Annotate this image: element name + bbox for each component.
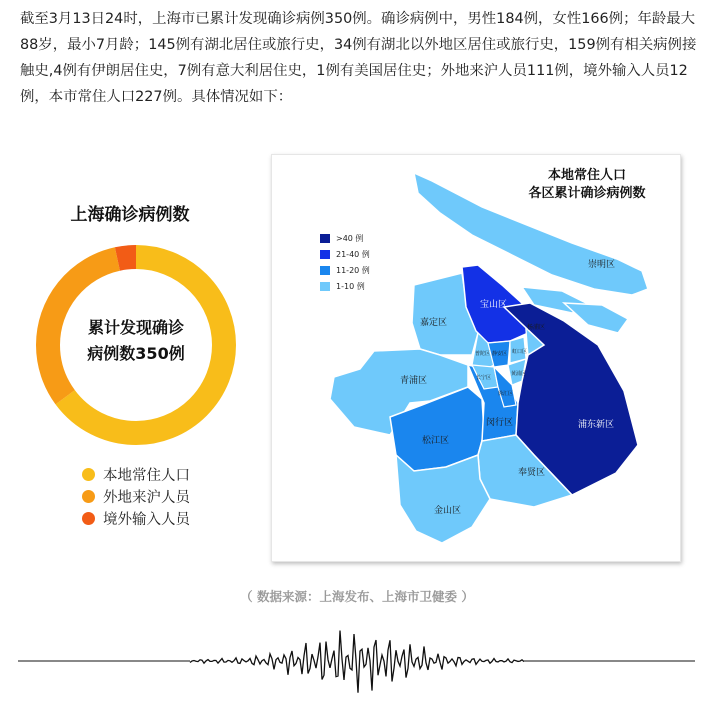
legend-dot-other: [82, 490, 95, 503]
map-legend-swatch-gt40: [320, 234, 330, 243]
donut-center-line2: 病例数350例: [87, 344, 185, 363]
donut-center-label: [61, 315, 211, 367]
label-xuhui: 徐汇区: [498, 391, 514, 397]
map-legend-label-gt40: >40 例: [336, 233, 364, 243]
district-map-panel: [271, 154, 681, 562]
label-pudong: 浦东新区: [578, 420, 615, 430]
map-legend-label-1-10: 1-10 例: [336, 281, 365, 291]
map-title: [512, 167, 662, 203]
decorative-waveform-divider: [0, 620, 714, 700]
map-legend-item-1-10: [320, 278, 370, 294]
legend-label-foreign: 境外输入人员: [103, 511, 190, 528]
label-jinshan: 金山区: [434, 506, 462, 516]
donut-center-line1: 累计发现确诊: [87, 318, 184, 337]
map-legend-swatch-21-40: [320, 250, 330, 259]
label-songjiang: 松江区: [422, 436, 450, 446]
legend-item-local: [82, 463, 190, 485]
label-changning: 长宁区: [476, 375, 492, 381]
label-jiading: 嘉定区: [420, 318, 448, 328]
map-legend-item-11-20: [320, 262, 370, 278]
label-yangpu: 杨浦区: [527, 324, 546, 331]
donut-chart-title: 上海确诊病例数: [70, 205, 190, 225]
label-huangpu: 黄浦区: [511, 371, 527, 377]
label-chongming: 崇明区: [588, 260, 616, 270]
legend-dot-foreign: [82, 512, 95, 525]
map-legend-swatch-1-10: [320, 282, 330, 291]
label-baoshan: 宝山区: [480, 300, 508, 310]
label-putuo: 普陀区: [475, 351, 491, 357]
map-legend-label-11-20: 11-20 例: [336, 265, 370, 275]
label-jingan: 静安区: [492, 351, 508, 357]
legend-item-other: [82, 485, 190, 507]
label-minhang: 闵行区: [486, 418, 514, 428]
map-legend-label-21-40: 21-40 例: [336, 249, 370, 259]
map-legend-swatch-11-20: [320, 266, 330, 275]
map-legend-item-21-40: [320, 246, 370, 262]
legend-dot-local: [82, 468, 95, 481]
donut-legend: [82, 463, 190, 529]
district-jinshan: [396, 455, 490, 543]
legend-label-other: 外地来沪人员: [103, 489, 190, 506]
map-title-line1: 本地常住人口: [547, 168, 626, 183]
legend-item-foreign: [82, 507, 190, 529]
legend-label-local: 本地常住人口: [103, 467, 190, 484]
waveform-line: [190, 631, 524, 693]
label-fengxian: 奉贤区: [518, 468, 546, 478]
map-title-line2: 各区累计确诊病例数: [528, 186, 646, 201]
label-qingpu: 青浦区: [400, 376, 428, 386]
data-source-note: （ 数据来源：上海发布、上海市卫健委 ）: [240, 589, 474, 604]
intro-paragraph: 截至3月13日24时，上海市已累计发现确诊病例350例。确诊病例中，男性184例，女性166例；年龄最大88岁，最小7月龄；145例有湖北居住或旅行史，34例有湖北以外地区居住或旅行史，159例有相关病例接触史,4例有伊朗居住史，7例有意大利居住史，1例有美国居住史；外地来沪人员111例，境外输入人员12例，本市常住人口227例。具体情况如下：: [20, 11, 697, 105]
label-hongkou: 虹口区: [512, 349, 528, 355]
map-legend: [320, 230, 370, 294]
map-legend-item-gt40: [320, 230, 370, 246]
district-map: [272, 155, 680, 561]
